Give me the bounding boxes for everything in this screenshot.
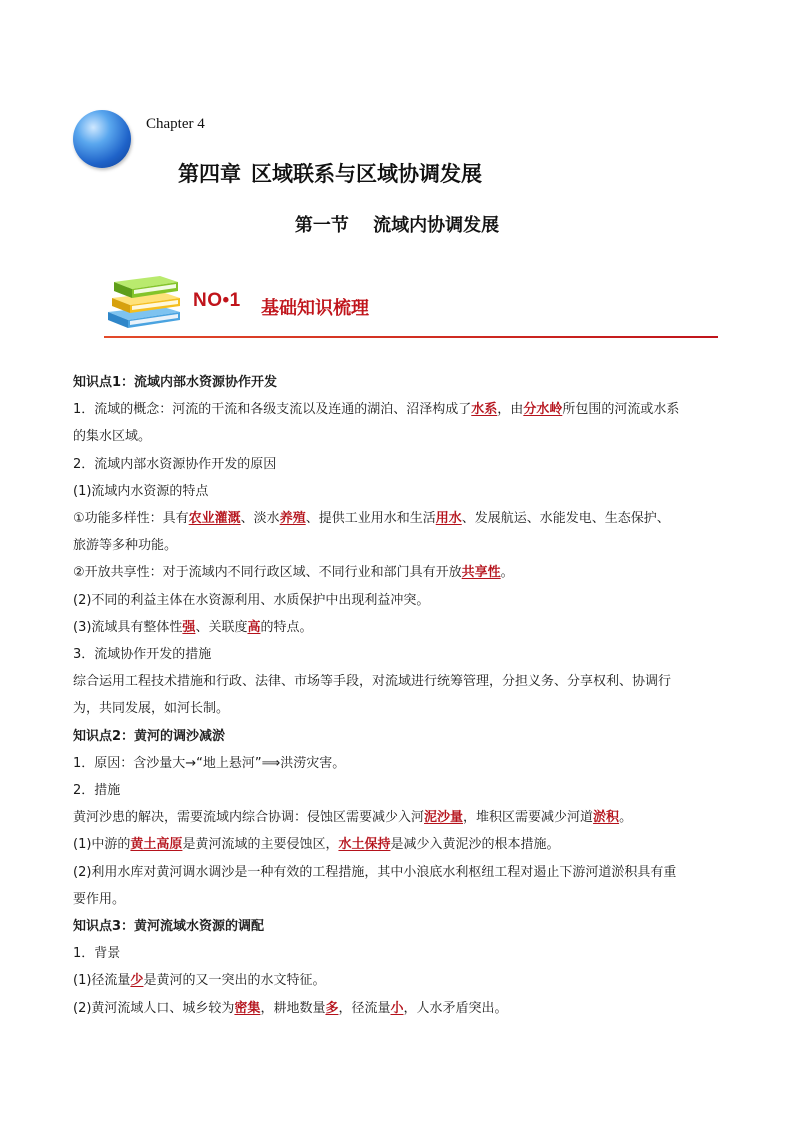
text-line xyxy=(73,886,723,913)
text-segment: 的集水区域。 xyxy=(73,429,152,445)
text-segment: 知识点2：黄河的调沙减淤 xyxy=(73,728,226,744)
text-segment: (1)中游的 xyxy=(73,837,131,853)
text-segment: ，人水矛盾突出。 xyxy=(403,1000,508,1016)
answer-highlight: 养殖 xyxy=(279,511,306,527)
text-segment: 、提供工业用水和生活 xyxy=(305,511,436,527)
text-segment: 要作用。 xyxy=(73,891,126,907)
text-line xyxy=(73,396,723,423)
text-segment: (1)流域内水资源的特点 xyxy=(73,483,209,499)
section-banner xyxy=(104,268,718,343)
text-segment: 、发展航运、水能发电、生态保护、 xyxy=(461,511,670,527)
answer-highlight: 共享性 xyxy=(461,565,501,581)
answer-highlight: 用水 xyxy=(435,511,462,527)
text-segment: 、淡水 xyxy=(240,511,280,527)
text-segment: 所包围的河流或水系 xyxy=(562,402,680,418)
text-segment: 是黄河流域的主要侵蚀区， xyxy=(182,837,339,853)
text-segment: 2．流域内部水资源协作开发的原因 xyxy=(73,456,277,472)
answer-highlight: 黄土高原 xyxy=(130,837,183,853)
text-segment: 黄河沙患的解决，需要流域内综合协调：侵蚀区需要减少入河 xyxy=(73,810,425,826)
knowledge-point-heading xyxy=(73,369,723,396)
text-segment: (2)黄河流域人口、城乡较为 xyxy=(73,1000,235,1016)
knowledge-point-heading xyxy=(73,723,723,750)
books-icon xyxy=(104,268,184,330)
chapter-label: Chapter 4 xyxy=(146,116,205,132)
text-segment: 旅游等多种功能。 xyxy=(73,538,178,554)
text-line xyxy=(73,940,723,967)
banner-number: NO•1 xyxy=(193,290,241,311)
text-line xyxy=(73,641,723,668)
text-line xyxy=(73,804,723,831)
text-segment: ，耕地数量 xyxy=(260,1000,326,1016)
text-line xyxy=(73,668,723,695)
chapter-number: 第四章 xyxy=(178,162,241,186)
text-line xyxy=(73,614,723,641)
answer-highlight: 泥沙量 xyxy=(424,810,464,826)
text-segment: 1．背景 xyxy=(73,946,121,962)
text-line xyxy=(73,587,723,614)
answer-highlight: 分水岭 xyxy=(523,402,563,418)
text-segment: ，由 xyxy=(497,402,524,418)
text-line xyxy=(73,750,723,777)
banner-divider xyxy=(104,336,718,338)
text-segment: ②开放共享性：对于流域内不同行政区域、不同行业和部门具有开放 xyxy=(73,565,462,581)
text-segment: 知识点3：黄河流域水资源的调配 xyxy=(73,919,265,935)
text-line xyxy=(73,859,723,886)
text-line xyxy=(73,777,723,804)
text-line xyxy=(73,423,723,450)
text-line xyxy=(73,532,723,559)
chapter-title xyxy=(0,158,660,188)
text-line xyxy=(73,967,723,994)
section-title: 第一节 流域内协调发展 xyxy=(294,215,500,236)
text-segment: (2)不同的利益主体在水资源利用、水质保护中出现利益冲突。 xyxy=(73,592,430,608)
knowledge-point-heading xyxy=(73,913,723,940)
chapter-name: 区域联系与区域协调发展 xyxy=(251,162,482,186)
text-segment: 。 xyxy=(619,810,633,826)
text-line xyxy=(73,995,723,1022)
text-line xyxy=(73,505,723,532)
text-segment: 、关联度 xyxy=(195,619,248,635)
text-segment: 。 xyxy=(500,565,514,581)
text-segment: ①功能多样性：具有 xyxy=(73,511,189,527)
answer-highlight: 水系 xyxy=(471,402,498,418)
text-segment: (1)径流量 xyxy=(73,973,131,989)
text-segment: 的特点。 xyxy=(260,619,313,635)
text-segment: (2)利用水库对黄河调水调沙是一种有效的工程措施，其中小浪底水利枢纽工程对遏止下游河道淤积具有重 xyxy=(73,864,677,880)
answer-highlight: 多 xyxy=(325,1000,339,1016)
text-segment: 为，共同发展，如河长制。 xyxy=(73,701,230,717)
answer-highlight: 淤积 xyxy=(593,810,620,826)
answer-highlight: 小 xyxy=(390,1000,404,1016)
answer-highlight: 少 xyxy=(130,973,144,989)
answer-highlight: 水土保持 xyxy=(338,837,391,853)
knowledge-content xyxy=(73,369,723,1022)
text-segment: ，堆积区需要减少河道 xyxy=(463,810,594,826)
answer-highlight: 强 xyxy=(182,619,196,635)
text-segment: 是黄河的又一突出的水文特征。 xyxy=(143,973,326,989)
answer-highlight: 高 xyxy=(247,619,261,635)
text-segment: ，径流量 xyxy=(338,1000,391,1016)
text-segment: 知识点1：流域内部水资源协作开发 xyxy=(73,375,278,390)
banner-title: 基础知识梳理 xyxy=(261,298,369,319)
text-line xyxy=(73,478,723,505)
text-segment: 综合运用工程技术措施和行政、法律、市场等手段，对流域进行统筹管理，分担义务、分享权利、协调行 xyxy=(73,674,672,690)
text-segment: 3．流域协作开发的措施 xyxy=(73,647,212,663)
text-segment: (3)流域具有整体性 xyxy=(73,619,183,635)
answer-highlight: 农业灌溉 xyxy=(188,511,241,527)
answer-highlight: 密集 xyxy=(234,1000,261,1016)
text-line xyxy=(73,451,723,478)
text-segment: 1．原因：含沙量大→“地上悬河”⟹洪涝灾害。 xyxy=(73,755,346,771)
text-line xyxy=(73,559,723,586)
text-segment: 是减少入黄泥沙的根本措施。 xyxy=(390,837,560,853)
text-line xyxy=(73,695,723,722)
text-line xyxy=(73,831,723,858)
text-segment: 1．流域的概念：河流的干流和各级支流以及连通的湖泊、沼泽构成了 xyxy=(73,402,472,418)
text-segment: 2．措施 xyxy=(73,783,121,799)
